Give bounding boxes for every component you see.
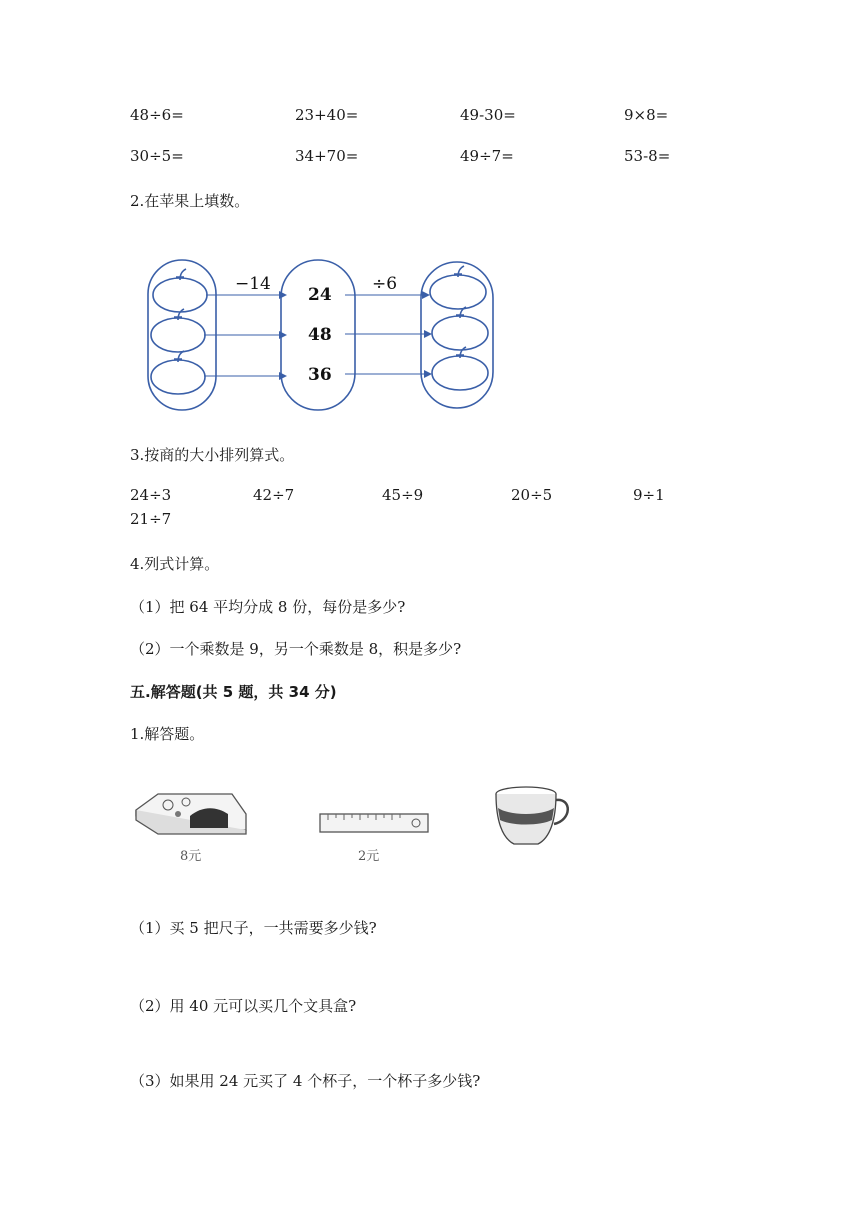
- items-illustration: [130, 780, 570, 870]
- expression: 42÷7: [253, 486, 295, 504]
- apple-icon[interactable]: [151, 351, 205, 394]
- apple-icon[interactable]: [151, 309, 205, 352]
- pencil-box-icon: [136, 794, 246, 834]
- apple-diagram: [140, 252, 500, 414]
- p1-question: （2）用 40 元可以买几个文具盒?: [130, 997, 357, 1015]
- oral-row-2: [130, 147, 690, 169]
- operation-label-right: ÷6: [372, 274, 398, 294]
- oral-item: 53-8=: [624, 147, 671, 165]
- oral-row-1: [130, 106, 690, 128]
- section-title: 五.解答题(共 5 题，共 34 分): [130, 683, 337, 701]
- p1-question: （1）买 5 把尺子，一共需要多少钱?: [130, 919, 377, 937]
- oral-item: 49÷7=: [460, 147, 514, 165]
- p1-question: （3）如果用 24 元买了 4 个杯子，一个杯子多少钱?: [130, 1072, 481, 1090]
- expression: 9÷1: [633, 486, 665, 504]
- oral-item: 30÷5=: [130, 147, 184, 165]
- q2-title: 2.在苹果上填数。: [130, 192, 250, 210]
- expression: 20÷5: [511, 486, 553, 504]
- apple-icon[interactable]: [432, 347, 488, 390]
- pencil-box-price: 8元: [180, 849, 202, 864]
- q4-item: （1）把 64 平均分成 8 份，每份是多少?: [130, 598, 406, 616]
- oral-item: 34+70=: [295, 147, 359, 165]
- ruler-icon: [320, 814, 428, 832]
- expression: 21÷7: [130, 510, 172, 528]
- oral-item: 48÷6=: [130, 106, 184, 124]
- q4-title: 4.列式计算。: [130, 555, 220, 573]
- oral-item: 9×8=: [624, 106, 669, 124]
- oral-item: 23+40=: [295, 106, 359, 124]
- expression: 24÷3: [130, 486, 172, 504]
- apple-icon[interactable]: [430, 266, 486, 309]
- oral-item: 49-30=: [460, 106, 516, 124]
- p1-title: 1.解答题。: [130, 725, 205, 743]
- middle-number: 36: [308, 365, 332, 385]
- q4-item: （2）一个乘数是 9，另一个乘数是 8，积是多少?: [130, 640, 462, 658]
- middle-number: 48: [308, 325, 332, 345]
- middle-number: 24: [308, 285, 332, 305]
- operation-label-left: −14: [235, 274, 271, 294]
- apple-icon[interactable]: [153, 269, 207, 312]
- cup-icon: [496, 787, 568, 844]
- apple-icon[interactable]: [432, 307, 488, 350]
- ruler-price: 2元: [358, 849, 380, 864]
- q3-title: 3.按商的大小排列算式。: [130, 446, 295, 464]
- expression: 45÷9: [382, 486, 424, 504]
- q3-expressions: [130, 486, 670, 508]
